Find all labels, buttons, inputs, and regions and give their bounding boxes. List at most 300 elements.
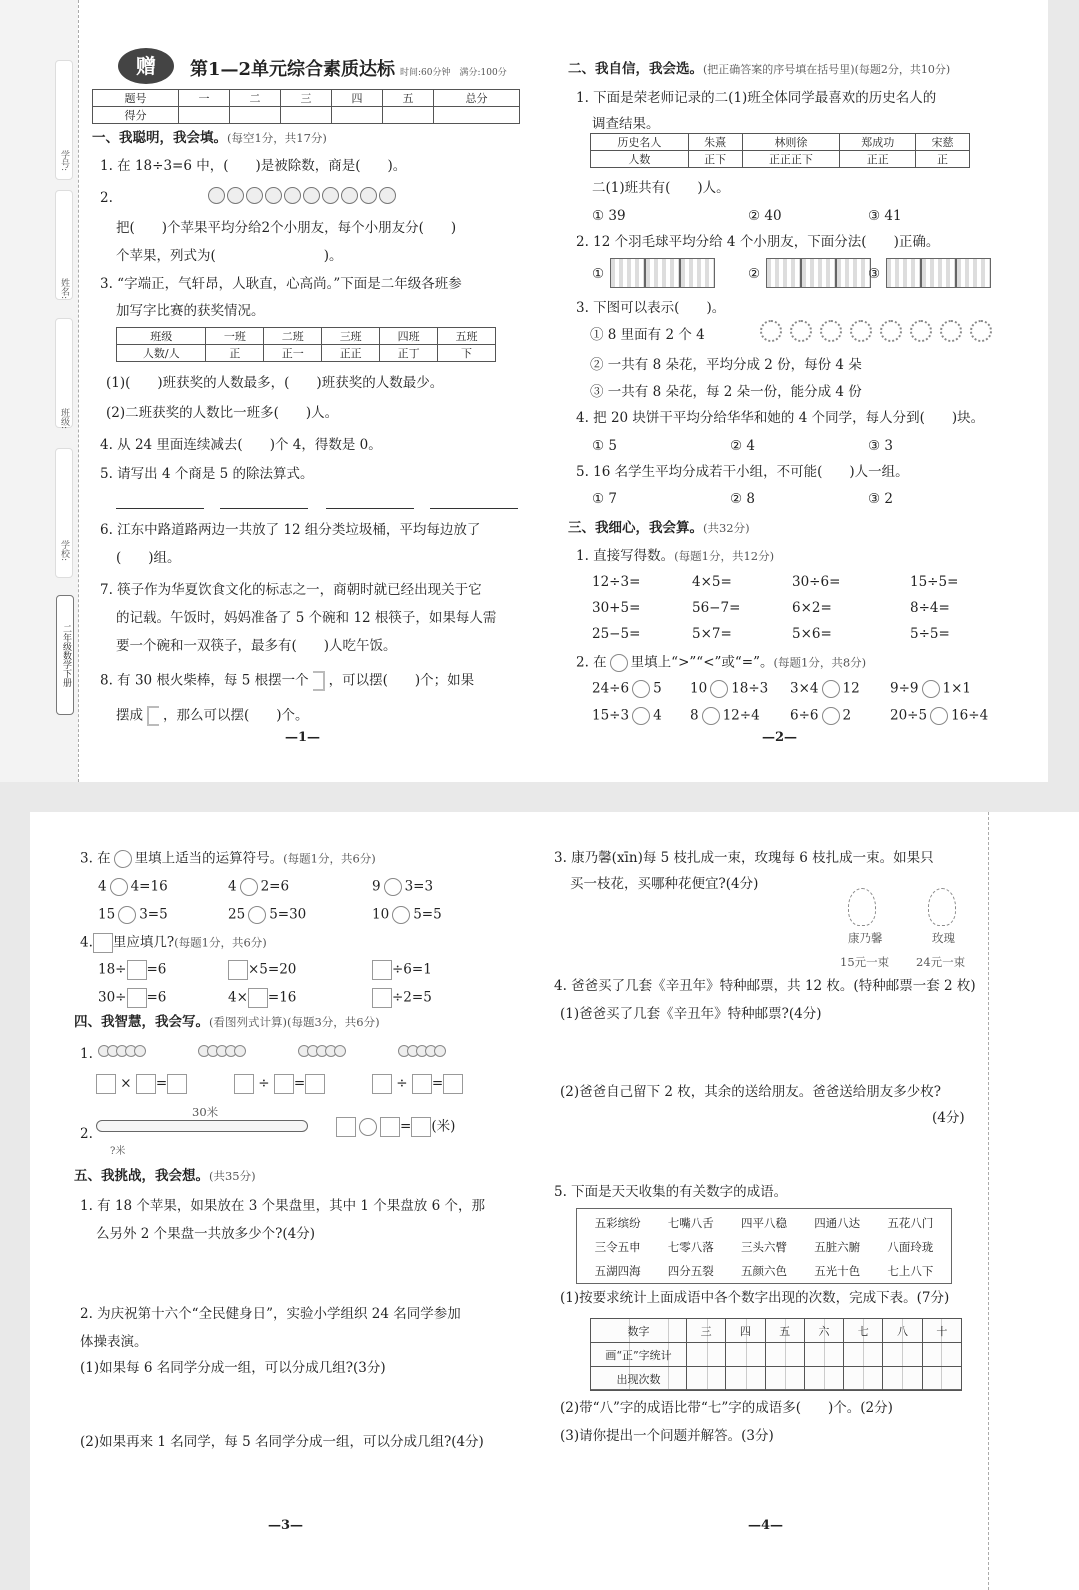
equation-1 <box>96 1074 187 1094</box>
score-head: 二 <box>230 90 281 107</box>
question-7-line-b: 的记载。午饭时，妈妈准备了 5 个碗和 12 根筷子，如果每人需 <box>116 610 497 626</box>
calc-note: (每题1分，共12分) <box>674 549 775 563</box>
ops-heading <box>80 850 376 868</box>
score-head: 三 <box>281 90 332 107</box>
ops-title: 3. 在 <box>80 850 111 867</box>
calc-item[interactable]: 5×7= <box>692 626 732 642</box>
calc-2-heading <box>576 654 866 672</box>
apple-icon <box>246 187 263 204</box>
fill-right: =6 <box>146 961 167 978</box>
score-label: 得分 <box>93 107 179 124</box>
idiom: 四通八达 <box>814 1216 861 1230</box>
balloon-icon <box>434 1045 446 1057</box>
option[interactable]: ① 7 <box>592 491 617 507</box>
fill-box[interactable] <box>127 960 147 980</box>
calc-item[interactable]: 30÷6= <box>792 574 841 590</box>
grade-tab: 二年级数学下册 <box>56 595 74 715</box>
fill-box[interactable] <box>372 988 392 1008</box>
op-right: 5=30 <box>269 906 307 923</box>
history-figures-table <box>590 133 970 168</box>
side-label: 学校: <box>59 540 69 562</box>
table-cell: 下 <box>438 345 496 362</box>
score-cell[interactable] <box>331 107 382 124</box>
operator: = <box>293 1075 306 1092</box>
operator: × <box>120 1075 132 1092</box>
op-left: 25 <box>228 906 246 923</box>
fill-note: (每题1分，共6分) <box>174 935 267 950</box>
problem-3-line-b: 买一枝花，买哪种花便宜?(4分) <box>570 876 759 892</box>
question-3-line-a: 3. “字端正，气轩昂，人耿直，心高尚。”下面是二年级各班参 <box>100 276 462 292</box>
balloons-group-1 <box>98 1042 143 1061</box>
op-item <box>228 878 289 896</box>
tally-cell[interactable] <box>804 1343 843 1367</box>
count-cell[interactable] <box>687 1367 726 1391</box>
idioms-box <box>576 1208 952 1284</box>
option[interactable]: ② 40 <box>748 208 782 224</box>
question-6-line-a: 6. 江东中路道路两边一共放了 12 组分类垃圾桶，平均每边放了 <box>100 522 481 538</box>
problem-5-sub-2: (2)带“八”字的成语比带“七”字的成语多( )个。(2分) <box>560 1400 893 1416</box>
tally-cell[interactable] <box>687 1343 726 1367</box>
compare-circle[interactable] <box>930 707 948 725</box>
answer-line[interactable] <box>326 508 414 509</box>
page-number: —4— <box>748 1518 784 1533</box>
section-1-heading <box>92 130 327 146</box>
op-left: 4 <box>228 878 237 895</box>
compare-right: 12 <box>842 680 860 697</box>
section-title: 三、我细心，我会算。 <box>568 520 703 536</box>
racket-icon <box>610 258 645 288</box>
tally-cell[interactable] <box>765 1343 804 1367</box>
racket-icon <box>645 258 680 288</box>
racket-icon <box>801 258 836 288</box>
question-8-line-a <box>100 671 474 691</box>
calc-item[interactable]: 30+5= <box>592 600 641 616</box>
apple-icon <box>360 187 377 204</box>
section-title: 二、我自信，我会选。 <box>568 61 703 77</box>
idiom: 五彩缤纷 <box>594 1216 641 1230</box>
op-left: 15 <box>98 906 116 923</box>
calc-item[interactable]: 8÷4= <box>910 600 950 616</box>
problem-2-line-a: 2. 为庆祝第十六个“全民健身日”，实验小学组织 24 名同学参加 <box>80 1306 461 1322</box>
fold-line <box>988 812 989 1590</box>
worksheet-bottom <box>30 812 1079 1590</box>
length-label: 30米 <box>192 1105 219 1119</box>
compare-right: 5 <box>653 680 662 697</box>
compare-right: 2 <box>842 707 852 724</box>
op-circle[interactable] <box>118 906 136 924</box>
idiom: 三令五申 <box>594 1240 641 1254</box>
op-right: 4=16 <box>130 878 168 895</box>
question-7-line-c: 要一个碗和一双筷子，最多有( )人吃午饭。 <box>116 638 397 654</box>
score-table <box>92 89 520 124</box>
op-right: 3=3 <box>404 878 434 895</box>
fill-item <box>372 960 432 980</box>
compare-left: 3×4 <box>790 680 819 697</box>
flowers-image <box>760 320 1000 346</box>
answer-box[interactable] <box>443 1074 463 1094</box>
answer-line[interactable] <box>220 508 308 509</box>
question-3-sub-1: (1)( )班获奖的人数最多，( )班获奖的人数最少。 <box>106 375 444 391</box>
apple-icon <box>341 187 358 204</box>
flower-price: 15元一束 <box>840 955 890 969</box>
option[interactable]: ③ 2 <box>868 491 893 507</box>
choice-1-question: 二(1)班共有( )人。 <box>592 180 730 196</box>
table-header: 宋慈 <box>916 134 970 151</box>
side-label: 学号: <box>59 150 69 172</box>
answer-box[interactable] <box>412 1074 432 1094</box>
calc-1-heading <box>576 548 774 564</box>
compare-circle[interactable] <box>632 680 650 698</box>
compare-item <box>890 680 971 698</box>
ops-title: 里填上适当的运算符号。 <box>134 850 284 867</box>
tally-cell[interactable] <box>726 1343 765 1367</box>
option[interactable]: ② 8 <box>730 491 755 507</box>
question-3-sub-2: (2)二班获奖的人数比一班多( )人。 <box>106 405 339 421</box>
balloons-group-3 <box>298 1042 343 1061</box>
answer-box[interactable] <box>372 1074 392 1094</box>
flower-icon <box>880 320 902 342</box>
write-1-number: 1. <box>80 1046 93 1062</box>
compare-circle[interactable] <box>822 707 840 725</box>
operator-circle[interactable] <box>359 1118 377 1136</box>
problem-2-sub-1: (1)如果每 6 名同学分成一组，可以分成几组?(3分) <box>80 1360 386 1376</box>
option[interactable]: ② <box>748 266 761 282</box>
compare-item <box>690 680 768 698</box>
table-header: 郑成功 <box>840 134 916 151</box>
option[interactable]: ② 4 <box>730 438 755 454</box>
flower-icon <box>820 320 842 342</box>
tally-cell[interactable] <box>883 1343 922 1367</box>
table-cell: 正 <box>206 345 264 362</box>
binding-margin <box>0 0 78 782</box>
racket-icon <box>886 258 921 288</box>
op-left: 4 <box>98 878 107 895</box>
op-item <box>98 906 168 924</box>
table-cell: 正正 <box>840 151 916 168</box>
page-title: 第1—2单元综合素质达标 <box>190 59 396 80</box>
problem-1-line-b: 么另外 2 个果盘一共放多少个?(4分) <box>96 1226 316 1242</box>
option[interactable]: ① 8 里面有 2 个 4 <box>590 327 705 343</box>
table-row-label: 出现次数 <box>591 1367 687 1391</box>
question-2-line-a: 把( )个苹果平均分给2个小朋友，每个小朋友分( ) <box>116 220 457 236</box>
compare-item <box>790 680 860 698</box>
tally-cell[interactable] <box>844 1343 883 1367</box>
section-title: 一、我聪明，我会填。 <box>92 130 227 146</box>
count-cell[interactable] <box>922 1367 961 1391</box>
award-table <box>116 327 496 362</box>
fill-right: =6 <box>146 989 167 1006</box>
op-circle[interactable] <box>392 906 410 924</box>
idiom: 四分五裂 <box>667 1264 714 1278</box>
compare-item <box>690 707 760 725</box>
table-header: 七 <box>844 1319 883 1343</box>
option[interactable]: ③ <box>868 266 881 282</box>
score-head: 四 <box>331 90 382 107</box>
question-4: 4. 从 24 里面连续减去( )个 4，得数是 0。 <box>100 437 382 453</box>
apple-icon <box>208 187 225 204</box>
problem-4-line-a: 4. 爸爸买了几套《辛丑年》特种邮票，共 12 枚。(特种邮票一套 2 枚) <box>554 978 976 994</box>
op-item <box>228 906 306 924</box>
section-4-heading <box>74 1014 380 1030</box>
fill-left: 18÷ <box>98 961 127 978</box>
table-cell: 正一 <box>264 345 322 362</box>
compare-circle[interactable] <box>702 707 720 725</box>
option[interactable]: ① <box>592 266 605 282</box>
table-header: 朱熹 <box>688 134 742 151</box>
section-note: (共32分) <box>703 521 750 535</box>
score-head: 一 <box>179 90 230 107</box>
answer-box[interactable] <box>305 1074 325 1094</box>
idiom: 七嘴八舌 <box>667 1216 714 1230</box>
answer-box[interactable] <box>96 1074 116 1094</box>
option[interactable]: ③ 一共有 8 朵花，每 2 朵一份，能分成 4 份 <box>590 384 862 400</box>
question-1: 1. 在 18÷3=6 中，( )是被除数，商是( )。 <box>100 158 407 174</box>
calc-item[interactable]: 5÷5= <box>910 626 950 642</box>
option[interactable]: ③ 3 <box>868 438 893 454</box>
apple-icon <box>265 187 282 204</box>
unit-label: (米) <box>431 1118 456 1135</box>
apple-icon <box>379 187 396 204</box>
answer-box[interactable] <box>380 1117 400 1137</box>
calc-item[interactable]: 15÷5= <box>910 574 959 590</box>
problem-5-sub-3: (3)请你提出一个问题并解答。(3分) <box>560 1428 774 1444</box>
section-title: 四、我智慧，我会写。 <box>74 1014 209 1030</box>
idiom: 五脏六腑 <box>814 1240 861 1254</box>
fill-box[interactable] <box>228 960 248 980</box>
racket-icon <box>956 258 991 288</box>
option[interactable]: ③ 41 <box>868 208 902 224</box>
table-header: 三 <box>687 1319 726 1343</box>
fill-item <box>228 988 296 1008</box>
compare-left: 8 <box>690 707 699 724</box>
balloons-group-4 <box>398 1042 443 1061</box>
op-right: 3=5 <box>139 906 168 923</box>
calc-item[interactable]: 6×2= <box>792 600 832 616</box>
question-8-text: 摆成 <box>116 707 143 724</box>
section-title: 五、我挑战，我会想。 <box>74 1168 209 1184</box>
table-header: 历史名人 <box>591 134 689 151</box>
choice-4: 4. 把 20 块饼干平均分给华华和她的 4 个同学，每人分到( )块。 <box>576 410 985 426</box>
choice-2: 2. 12 个羽毛球平均分给 4 个小朋友，下面分法( )正确。 <box>576 234 940 250</box>
calc-title: 2. 在 <box>576 654 607 671</box>
calc-item[interactable]: 56−7= <box>692 600 741 616</box>
problem-2-sub-2: (2)如果再来 1 名同学，每 5 名同学分成一组，可以分成几组?(4分) <box>80 1434 484 1450</box>
problem-4-sub-2: (2)爸爸自己留下 2 枚，其余的送给朋友。爸爸送给朋友多少枚? <box>560 1084 942 1100</box>
ops-note: (每题1分，共6分) <box>283 851 376 866</box>
operator: ÷ <box>396 1075 408 1092</box>
answer-line[interactable] <box>430 508 518 509</box>
calc-title: 里填上“>”“<”或“=”。 <box>630 654 774 671</box>
flower-icon <box>760 320 782 342</box>
table-header: 十 <box>922 1319 961 1343</box>
answer-line[interactable] <box>116 508 204 509</box>
operator: = <box>431 1075 444 1092</box>
calc-note: (每题1分，共8分) <box>773 655 867 670</box>
fill-box[interactable] <box>372 960 392 980</box>
choice-3: 3. 下图可以表示( )。 <box>576 300 726 316</box>
fill-right: ÷2=5 <box>392 989 432 1006</box>
op-right: 2=6 <box>260 878 290 895</box>
circle-blank-icon <box>610 654 628 672</box>
calc-item[interactable]: 5×6= <box>792 626 832 642</box>
choice-1-line-a: 1. 下面是荣老师记录的二(1)班全体同学最喜欢的历史名人的 <box>576 90 937 106</box>
count-cell[interactable] <box>883 1367 922 1391</box>
calc-item[interactable]: 25−5= <box>592 626 641 642</box>
fill-box[interactable] <box>127 988 147 1008</box>
unknown-length-label: ?米 <box>110 1146 126 1157</box>
racket-group-3 <box>886 258 991 292</box>
racket-group-2 <box>766 258 871 292</box>
question-6-line-b: ( )组。 <box>116 550 181 566</box>
calc-item[interactable]: 4×5= <box>692 574 732 590</box>
fill-item <box>372 988 432 1008</box>
worksheet-top <box>0 0 1048 782</box>
score-head: 五 <box>382 90 433 107</box>
answer-box[interactable] <box>136 1074 156 1094</box>
problem-4-sub-1: (1)爸爸买了几套《辛丑年》特种邮票?(4分) <box>560 1006 822 1022</box>
op-circle[interactable] <box>240 878 258 896</box>
table-header: 数字 <box>591 1319 687 1343</box>
matchstick-digit-6-icon <box>147 706 159 726</box>
count-cell[interactable] <box>844 1367 883 1391</box>
circle-blank-icon <box>114 850 132 868</box>
count-cell[interactable] <box>726 1367 765 1391</box>
table-cell: 正正 <box>322 345 380 362</box>
question-8-text: ，可以摆( )个；如果 <box>328 672 475 689</box>
fill-item <box>98 960 166 980</box>
operator: ÷ <box>258 1075 270 1092</box>
page-number: —2— <box>762 730 798 745</box>
balloons-group-2 <box>198 1042 243 1061</box>
answer-box[interactable] <box>167 1074 187 1094</box>
compare-item <box>592 680 662 698</box>
equation-3 <box>372 1074 463 1094</box>
table-header: 八 <box>883 1319 922 1343</box>
problem-2-line-b: 体操表演。 <box>80 1334 148 1350</box>
table-header: 二班 <box>264 328 322 345</box>
question-5: 5. 请写出 4 个商是 5 的除法算式。 <box>100 466 314 482</box>
compare-left: 10 <box>690 680 708 697</box>
flower-price: 24元一束 <box>916 955 966 969</box>
problem-5-sub-1: (1)按要求统计上面成语中各个数字出现的次数，完成下表。(7分) <box>560 1290 950 1306</box>
op-circle[interactable] <box>248 906 266 924</box>
answer-box[interactable] <box>234 1074 254 1094</box>
idiom: 五花八门 <box>887 1216 934 1230</box>
op-item <box>372 878 433 896</box>
compare-right: 4 <box>653 707 662 724</box>
table-header: 五 <box>765 1319 804 1343</box>
question-8-text: 8. 有 30 根火柴棒，每 5 根摆一个 <box>100 672 309 689</box>
problem-5: 5. 下面是天天收集的有关数字的成语。 <box>554 1184 788 1200</box>
op-circle[interactable] <box>110 878 128 896</box>
compare-circle[interactable] <box>632 707 650 725</box>
side-label: 班级: <box>59 408 69 430</box>
racket-icon <box>836 258 871 288</box>
compare-right: 12÷4 <box>722 707 760 724</box>
flower-name: 玫瑰 <box>932 931 955 945</box>
flower-icon <box>910 320 932 342</box>
compare-circle[interactable] <box>822 680 840 698</box>
balloon-icon <box>134 1045 146 1057</box>
racket-icon <box>680 258 715 288</box>
flower-icon <box>850 320 872 342</box>
count-cell[interactable] <box>804 1367 843 1391</box>
compare-left: 6÷6 <box>790 707 819 724</box>
option[interactable]: ② 一共有 8 朵花，平均分成 2 份，每份 4 朵 <box>590 357 862 373</box>
racket-icon <box>921 258 956 288</box>
question-8-text: ，那么可以摆( )个。 <box>163 707 309 724</box>
score-cell[interactable] <box>281 107 332 124</box>
problem-4-sub-2-score: (4分) <box>932 1110 965 1126</box>
fill-item <box>228 960 296 980</box>
calc-title: 1. 直接写得数。 <box>576 548 675 564</box>
score-cell[interactable] <box>433 107 519 124</box>
compare-left: 20÷5 <box>890 707 928 724</box>
idiom: 五光十色 <box>814 1264 861 1278</box>
answer-box[interactable] <box>274 1074 294 1094</box>
score-cell[interactable] <box>179 107 230 124</box>
op-left: 10 <box>372 906 390 923</box>
answer-box[interactable] <box>336 1117 356 1137</box>
table-header: 六 <box>804 1319 843 1343</box>
option[interactable]: ① 5 <box>592 438 617 454</box>
fill-title: 4. <box>80 934 93 951</box>
op-circle[interactable] <box>384 878 402 896</box>
score-cell[interactable] <box>230 107 281 124</box>
option[interactable]: ① 39 <box>592 208 626 224</box>
fill-title: 里应填几? <box>112 934 175 951</box>
fill-right: ÷6=1 <box>392 961 432 978</box>
idiom: 七零八落 <box>667 1240 714 1254</box>
question-2-line-b: 个苹果，列式为( )。 <box>116 248 343 264</box>
answer-box[interactable] <box>411 1117 431 1137</box>
gift-badge: 赠 <box>118 48 174 84</box>
flower-icon <box>790 320 812 342</box>
time-score-info: 时间:60分钟 满分:100分 <box>400 68 507 78</box>
count-cell[interactable] <box>765 1367 804 1391</box>
calc-item[interactable]: 12÷3= <box>592 574 641 590</box>
fill-box[interactable] <box>248 988 268 1008</box>
section-2-heading <box>568 61 950 77</box>
fold-line <box>78 0 79 782</box>
problem-3-line-a: 3. 康乃馨(xīn)每 5 枝扎成一束，玫瑰每 6 枝扎成一束。如果只 <box>554 850 934 866</box>
table-cell: 人数/人 <box>117 345 206 362</box>
problem-1-line-a: 1. 有 18 个苹果，如果放在 3 个果盘里，其中 1 个果盘放 6 个，那 <box>80 1198 485 1214</box>
balloon-icon <box>234 1045 246 1057</box>
racket-icon <box>766 258 801 288</box>
question-7-line-a: 7. 筷子作为华夏饮食文化的标志之一，商朝时就已经出现关于它 <box>100 582 482 598</box>
question-3-line-b: 加写字比赛的获奖情况。 <box>116 303 265 319</box>
table-row-label: 画“正”字统计 <box>591 1343 687 1367</box>
compare-circle[interactable] <box>922 680 940 698</box>
compare-circle[interactable] <box>710 680 728 698</box>
flower-icon <box>970 320 992 342</box>
choice-1-line-b: 调查结果。 <box>592 116 660 132</box>
side-label: 姓名: <box>59 278 69 300</box>
racket-group-1 <box>610 258 715 292</box>
op-left: 9 <box>372 878 381 895</box>
fill-right: ×5=20 <box>248 961 297 978</box>
tally-cell[interactable] <box>922 1343 961 1367</box>
apples-image <box>208 187 398 208</box>
balloon-icon <box>334 1045 346 1057</box>
compare-right: 1×1 <box>942 680 971 697</box>
fill-item <box>98 988 166 1008</box>
score-cell[interactable] <box>382 107 433 124</box>
flower-name: 康乃馨 <box>848 931 883 945</box>
table-header: 五班 <box>438 328 496 345</box>
section-note: (共35分) <box>209 1169 256 1183</box>
